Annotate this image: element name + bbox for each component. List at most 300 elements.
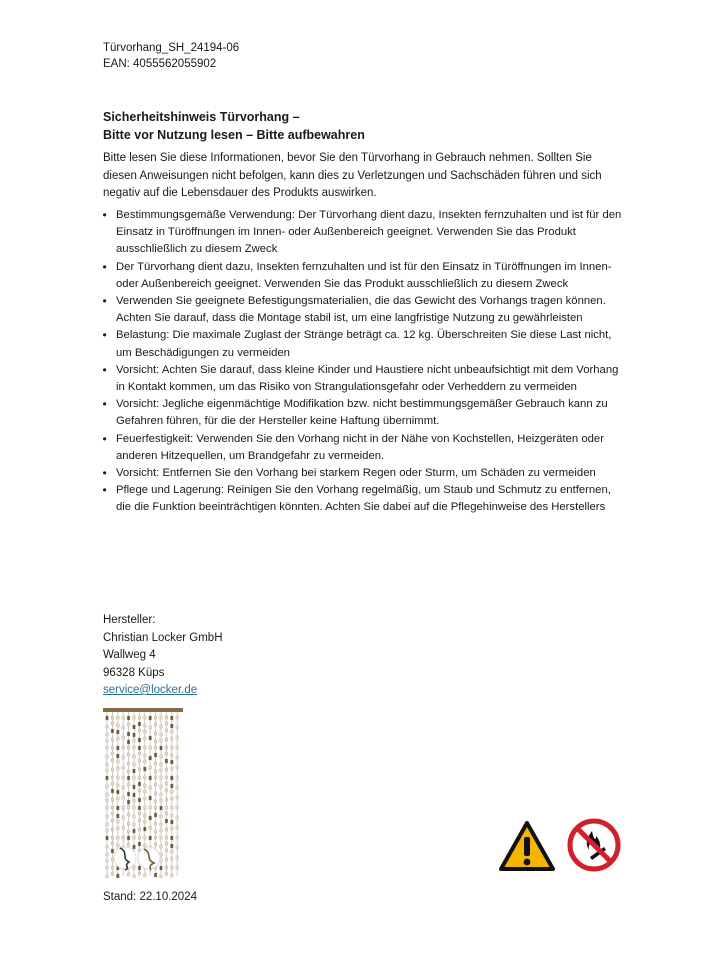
bullet-marker: • xyxy=(102,483,107,498)
curtain-bead xyxy=(133,776,136,779)
list-item-text: Belastung: Die maximale Zuglast der Stränge beträgt ca. 12 kg. Überschreiten Sie diese Last nicht, um Beschädigungen zu vermeiden xyxy=(116,329,612,359)
curtain-bead xyxy=(117,760,120,763)
curtain-bead xyxy=(171,866,174,869)
curtain-bead xyxy=(106,785,109,788)
curtain-bead xyxy=(122,766,125,769)
curtain-bead xyxy=(176,836,179,839)
curtain-bead xyxy=(176,756,179,759)
curtain-bead xyxy=(165,836,168,839)
curtain-bead xyxy=(144,827,147,831)
list-item-text: Verwenden Sie geeignete Befestigungsmaterialien, die das Gewicht des Vorhangs tragen können. Achten Sie darauf, dass die Montage stabil ist, um eine langfristige Nutzung zu gewährleisten xyxy=(116,295,606,325)
curtain-bead xyxy=(176,746,179,749)
curtain-bead xyxy=(117,724,120,727)
curtain-bead xyxy=(106,799,109,802)
curtain-bead xyxy=(165,858,168,861)
curtain-rod xyxy=(103,708,183,712)
curtain-bead xyxy=(176,786,179,789)
curtain-bead xyxy=(138,836,141,839)
curtain-bead xyxy=(171,806,174,809)
curtain-bead xyxy=(106,836,109,840)
curtain-bead xyxy=(176,866,179,869)
curtain-bead xyxy=(171,874,174,877)
curtain-bead xyxy=(138,798,141,802)
curtain-bead xyxy=(154,716,157,719)
curtain-bead xyxy=(171,814,174,817)
curtain-bead xyxy=(171,776,174,780)
curtain-bead xyxy=(154,783,157,786)
curtain-bead xyxy=(171,844,174,848)
curtain-bead xyxy=(171,827,174,830)
curtain-bead xyxy=(171,754,174,757)
list-item xyxy=(103,327,623,361)
curtain-bead xyxy=(160,836,163,839)
curtain-bead xyxy=(144,790,147,793)
curtain-bead xyxy=(165,842,168,845)
curtain-bead xyxy=(154,776,157,779)
bullet-marker: • xyxy=(102,208,107,222)
curtain-bead xyxy=(117,797,120,800)
curtain-bead xyxy=(165,738,168,741)
list-item xyxy=(103,465,623,482)
curtain-bead xyxy=(149,836,152,840)
curtain-bead xyxy=(176,846,179,849)
curtain-bead xyxy=(165,819,168,823)
curtain-bead xyxy=(171,836,174,840)
curtain-bead xyxy=(122,836,125,839)
curtain-bead xyxy=(127,732,130,736)
curtain-bead xyxy=(122,826,125,829)
title-line-1: Sicherheitshinweis Türvorhang – xyxy=(103,110,300,124)
curtain-bead xyxy=(149,816,152,820)
curtain-bead xyxy=(111,746,114,749)
safety-instructions-list xyxy=(103,207,623,517)
curtain-bead xyxy=(160,875,163,878)
document-title xyxy=(103,108,365,144)
curtain-bead xyxy=(154,753,157,757)
document-header xyxy=(103,41,239,72)
curtain-bead xyxy=(138,746,141,750)
curtain-bead xyxy=(138,776,141,779)
curtain-bead xyxy=(176,826,179,829)
curtain-bead xyxy=(138,812,141,815)
manufacturer-block xyxy=(103,612,223,700)
curtain-bead xyxy=(138,789,141,792)
curtain-bead xyxy=(111,782,114,785)
curtain-bead xyxy=(127,813,130,816)
curtain-bead xyxy=(117,874,120,878)
curtain-bead xyxy=(160,769,163,772)
curtain-bead xyxy=(144,820,147,823)
curtain-bead xyxy=(122,726,125,729)
curtain-bead xyxy=(117,836,120,839)
curtain-bead xyxy=(165,812,168,815)
manufacturer-city: 96328 Küps xyxy=(103,666,165,679)
curtain-bead xyxy=(127,746,130,749)
curtain-bead xyxy=(122,716,125,719)
curtain-bead xyxy=(106,853,109,856)
curtain-bead xyxy=(144,760,147,763)
article-number: Türvorhang_SH_24194-06 xyxy=(103,42,240,54)
curtain-bead xyxy=(111,776,114,779)
list-item-text: Feuerfestigkeit: Verwenden Sie den Vorhang nicht in der Nähe von Kochstellen, Heizgeräten oder anderen Hitzequellen, um Brandgefahr zu vermeiden. xyxy=(116,432,604,462)
curtain-bead xyxy=(122,756,125,759)
curtain-bead xyxy=(154,843,157,846)
curtain-bead xyxy=(160,755,163,758)
curtain-bead xyxy=(154,806,157,809)
curtain-bead xyxy=(165,828,168,831)
curtain-bead xyxy=(111,812,114,815)
curtain-bead xyxy=(106,793,109,796)
curtain-bead xyxy=(127,800,130,804)
curtain-bead xyxy=(111,842,114,845)
curtain-bead xyxy=(106,739,109,742)
curtain-bead xyxy=(133,823,136,826)
list-item-text: Der Türvorhang dient dazu, Insekten fernzuhalten und ist für den Einsatz in Türöffnungen im Innen- oder Außenbereich geeignet. Verwenden Sie das Produkt ausschließlich zu diesem Zweck xyxy=(116,260,612,290)
curtain-bead xyxy=(171,784,174,788)
warning-exclamation-bar xyxy=(524,837,530,856)
curtain-bead xyxy=(160,823,163,826)
curtain-bead xyxy=(122,816,125,819)
curtain-bead xyxy=(122,786,125,789)
curtain-bead xyxy=(144,724,147,727)
curtain-bead xyxy=(171,820,174,824)
curtain-bead xyxy=(106,823,109,826)
curtain-bead xyxy=(127,830,130,833)
curtain-bead xyxy=(138,806,141,810)
curtain-bead xyxy=(160,793,163,796)
curtain-bead xyxy=(117,730,120,734)
curtain-bead xyxy=(171,790,174,793)
curtain-bead xyxy=(117,820,120,823)
curtain-bead xyxy=(133,785,136,789)
curtain-bead xyxy=(144,836,147,839)
curtain-bead xyxy=(171,857,174,860)
curtain-bead xyxy=(122,806,125,809)
list-item xyxy=(103,259,623,293)
curtain-bead xyxy=(138,782,141,786)
list-item-text: Pflege und Lagerung: Reinigen Sie den Vorhang regelmäßig, um Staub und Schmutz zu entfernen, die die Funktion beeinträchtigen könnten. Achten Sie dabei auf die Pflegehinweise des Herstellers xyxy=(116,484,611,514)
curtain-bead xyxy=(117,827,120,830)
bullet-marker: • xyxy=(102,259,107,274)
curtain-bead xyxy=(111,752,114,755)
curtain-bead xyxy=(165,716,168,719)
curtain-bead xyxy=(111,738,114,741)
list-item xyxy=(103,207,623,259)
curtain-bead xyxy=(111,759,114,762)
curtain-bead xyxy=(149,806,152,809)
curtain-bead xyxy=(122,736,125,739)
list-item-text: Vorsicht: Entfernen Sie den Vorhang bei starkem Regen oder Sturm, um Schäden zu vermeiden xyxy=(116,467,596,480)
curtain-bead xyxy=(117,776,120,779)
list-item xyxy=(103,482,623,516)
curtain-bead xyxy=(106,769,109,772)
curtain-bead xyxy=(144,746,147,749)
curtain-bead xyxy=(111,729,114,733)
curtain-bead xyxy=(133,755,136,758)
curtain-bead xyxy=(133,763,136,766)
curtain-bead xyxy=(111,849,114,853)
curtain-bead xyxy=(138,768,141,771)
curtain-bead xyxy=(133,739,136,742)
curtain-bead xyxy=(127,822,130,825)
bullet-marker: • xyxy=(102,294,107,309)
curtain-bead xyxy=(171,797,174,800)
curtain-bead xyxy=(138,819,141,822)
curtain-bead xyxy=(176,856,179,859)
curtain-bead xyxy=(111,722,114,725)
curtain-bead xyxy=(160,746,163,750)
curtain-bead xyxy=(111,872,114,875)
curtain-bead xyxy=(133,769,136,773)
list-item xyxy=(103,293,623,327)
curtain-bead xyxy=(165,866,168,869)
curtain-bead xyxy=(138,738,141,742)
curtain-bead xyxy=(165,776,168,779)
curtain-bead xyxy=(160,725,163,728)
curtain-bead xyxy=(165,789,168,792)
curtain-bead xyxy=(111,798,114,801)
curtain-bead xyxy=(144,776,147,779)
curtain-bead xyxy=(117,716,120,719)
curtain-bead xyxy=(176,776,179,779)
curtain-bead xyxy=(149,736,152,740)
curtain-bead xyxy=(176,766,179,769)
no-open-flame-icon xyxy=(566,817,622,873)
curtain-bead xyxy=(127,723,130,726)
curtain-bead xyxy=(127,783,130,786)
curtain-bead xyxy=(133,725,136,729)
bullet-marker: • xyxy=(102,362,107,377)
curtain-bead xyxy=(127,843,130,846)
curtain-bead xyxy=(149,726,152,729)
curtain-bead xyxy=(106,746,109,749)
curtain-bead xyxy=(154,762,157,765)
curtain-bead xyxy=(149,796,152,800)
curtain-product-photo xyxy=(103,708,183,878)
curtain-bead xyxy=(144,730,147,733)
curtain-bead xyxy=(106,815,109,818)
curtain-bead xyxy=(154,740,157,743)
curtain-bead xyxy=(106,725,109,728)
curtain-bead xyxy=(154,836,157,839)
manufacturer-company: Christian Locker GmbH xyxy=(103,631,223,644)
curtain-bead xyxy=(171,724,174,728)
curtain-bead xyxy=(133,815,136,818)
curtain-bead xyxy=(127,873,130,876)
curtain-bead xyxy=(106,776,109,780)
curtain-bead xyxy=(154,770,157,773)
curtain-bead xyxy=(154,723,157,726)
curtain-bead xyxy=(171,760,174,764)
curtain-bead xyxy=(138,722,141,726)
curtain-bead xyxy=(133,829,136,833)
intro-paragraph: Bitte lesen Sie diese Informationen, bevor Sie den Türvorhang in Gebrauch nehmen. Sollten Sie diesen Anweisungen nicht befolgen, kann dies zu Verletzungen und Sachschäden führen und sich negativ auf die Lebensdauer des Produkts auswirken. xyxy=(103,152,602,199)
curtain-bead xyxy=(127,740,130,744)
list-item xyxy=(103,431,623,465)
curtain-bead xyxy=(106,755,109,758)
curtain-bead xyxy=(122,796,125,799)
curtain-bead xyxy=(138,716,141,719)
curtain-bead xyxy=(144,806,147,809)
curtain-bead xyxy=(154,830,157,833)
curtain-bead xyxy=(117,784,120,787)
curtain-bead xyxy=(154,822,157,825)
curtain-bead xyxy=(165,729,168,732)
curtain-bead xyxy=(149,766,152,769)
list-item-text: Vorsicht: Jegliche eigenmächtige Modifikation bzw. nicht bestimmungsgemäßer Gebrauch kann zu Gefahren führen, für die der Hersteller keine Haftung übernimmt. xyxy=(116,398,608,428)
curtain-bead xyxy=(171,730,174,733)
curtain-bead xyxy=(160,716,163,719)
curtain-bead xyxy=(133,806,136,809)
curtain-bead xyxy=(149,786,152,789)
curtain-bead xyxy=(138,866,141,870)
curtain-bead xyxy=(111,828,114,831)
curtain-bead xyxy=(160,785,163,788)
document-date: Stand: 22.10.2024 xyxy=(103,891,197,903)
curtain-bead xyxy=(106,845,109,848)
curtain-bead xyxy=(111,768,114,771)
curtain-bead xyxy=(160,739,163,742)
curtain-bead xyxy=(111,789,114,793)
curtain-bead xyxy=(176,796,179,799)
curtain-bead xyxy=(138,872,141,875)
curtain-bead xyxy=(133,733,136,737)
curtain-bead xyxy=(111,819,114,822)
warning-exclamation-dot xyxy=(524,859,531,866)
curtain-bead xyxy=(154,800,157,803)
curtain-bead xyxy=(106,866,109,869)
curtain-bead xyxy=(133,845,136,849)
curtain-bead xyxy=(176,716,179,719)
curtain-bead xyxy=(127,762,130,765)
curtain-bead xyxy=(176,816,179,819)
curtain-bead xyxy=(165,759,168,763)
manufacturer-email-link[interactable]: service@locker.de xyxy=(103,684,198,696)
curtain-bead xyxy=(138,729,141,732)
warning-triangle-icon xyxy=(498,820,556,872)
curtain-bead xyxy=(117,814,120,818)
curtain-bead xyxy=(165,722,168,725)
curtain-bead xyxy=(171,850,174,853)
curtain-bead xyxy=(165,849,168,852)
curtain-bead xyxy=(165,798,168,801)
curtain-bead xyxy=(176,736,179,739)
curtain-bead xyxy=(165,872,168,875)
curtain-bead xyxy=(165,806,168,809)
bullet-marker: • xyxy=(102,431,107,446)
curtain-bead xyxy=(160,763,163,766)
list-item-text: Vorsicht: Achten Sie darauf, dass kleine Kinder und Haustiere nicht unbeaufsichtigt mit dem Vorhang in Kontakt kommen, um das Risiko von Strangulationsgefahr oder Verheddern zu vermeiden xyxy=(116,363,619,394)
manufacturer-street: Wallweg 4 xyxy=(103,649,156,661)
curtain-bead xyxy=(133,866,136,869)
curtain-bead xyxy=(171,737,174,740)
list-item xyxy=(103,396,623,430)
bullet-marker: • xyxy=(102,397,107,412)
curtain-bead xyxy=(149,746,152,749)
curtain-bead xyxy=(138,828,141,831)
curtain-bead xyxy=(149,776,152,780)
curtain-bead xyxy=(176,726,179,729)
curtain-bead xyxy=(165,746,168,749)
curtain-bead xyxy=(149,826,152,829)
curtain-bead xyxy=(144,716,147,719)
curtain-bead xyxy=(106,859,109,862)
title-line-2: Bitte vor Nutzung lesen – Bitte aufbewahren xyxy=(103,128,365,142)
curtain-bead xyxy=(149,716,152,720)
curtain-bead xyxy=(171,716,174,720)
curtain-bead xyxy=(111,836,114,839)
curtain-bead xyxy=(160,829,163,832)
curtain-bead xyxy=(165,752,168,755)
curtain-bead xyxy=(160,776,163,779)
curtain-bead xyxy=(117,754,120,758)
curtain-bead xyxy=(154,792,157,795)
curtain-bead xyxy=(106,763,109,766)
curtain-bead xyxy=(106,733,109,736)
curtain-bead xyxy=(160,815,163,818)
curtain-bead xyxy=(165,768,168,771)
curtain-bead xyxy=(127,753,130,756)
curtain-bead xyxy=(144,844,147,847)
curtain-bead xyxy=(160,845,163,848)
curtain-bead xyxy=(138,752,141,755)
curtain-bead xyxy=(133,836,136,839)
curtain-bead xyxy=(160,733,163,736)
curtain-bead xyxy=(122,746,125,749)
curtain-bead xyxy=(144,754,147,757)
curtain-bead xyxy=(127,770,130,773)
curtain-bead xyxy=(111,866,114,869)
curtain-bead xyxy=(117,767,120,770)
curtain-bead xyxy=(160,799,163,802)
curtain-bead xyxy=(127,806,130,809)
curtain-bead xyxy=(127,716,130,720)
curtain-bead xyxy=(133,716,136,719)
curtain-bead xyxy=(171,746,174,749)
curtain-bead xyxy=(133,746,136,749)
curtain-bead xyxy=(127,836,130,840)
curtain-bead xyxy=(133,875,136,878)
curtain-bead xyxy=(106,875,109,878)
curtain-bead xyxy=(154,746,157,749)
curtain-bead xyxy=(160,806,163,810)
curtain-bead xyxy=(144,814,147,817)
curtain-bead xyxy=(149,756,152,760)
bullet-marker: • xyxy=(102,328,107,343)
manufacturer-label: Hersteller: xyxy=(103,614,156,626)
list-item-text: Bestimmungsgemäße Verwendung: Der Türvorhang dient dazu, Insekten fernzuhalten und ist für den Einsatz in Türöffnungen im Innen- oder Außenbereich geeignet. Verwenden Sie das Produkt ausschließlich zu diesem Zweck xyxy=(116,209,622,256)
curtain-bead xyxy=(176,806,179,809)
curtain-bead xyxy=(117,806,120,810)
curtain-bead xyxy=(122,776,125,779)
curtain-bead xyxy=(111,858,114,861)
curtain-bead xyxy=(127,792,130,796)
curtain-bead xyxy=(144,784,147,787)
curtain-bead xyxy=(106,829,109,832)
curtain-bead xyxy=(165,782,168,785)
curtain-bead xyxy=(117,746,120,750)
curtain-bead xyxy=(106,716,109,720)
curtain-bead xyxy=(138,759,141,762)
curtain-bead xyxy=(171,767,174,770)
ean-code: EAN: 4055562055902 xyxy=(103,57,217,70)
curtain-bead xyxy=(154,813,157,817)
list-item xyxy=(103,362,623,396)
curtain-bead xyxy=(117,790,120,794)
curtain-bead xyxy=(160,866,163,870)
curtain-bead xyxy=(144,874,147,877)
curtain-bead xyxy=(144,797,147,800)
